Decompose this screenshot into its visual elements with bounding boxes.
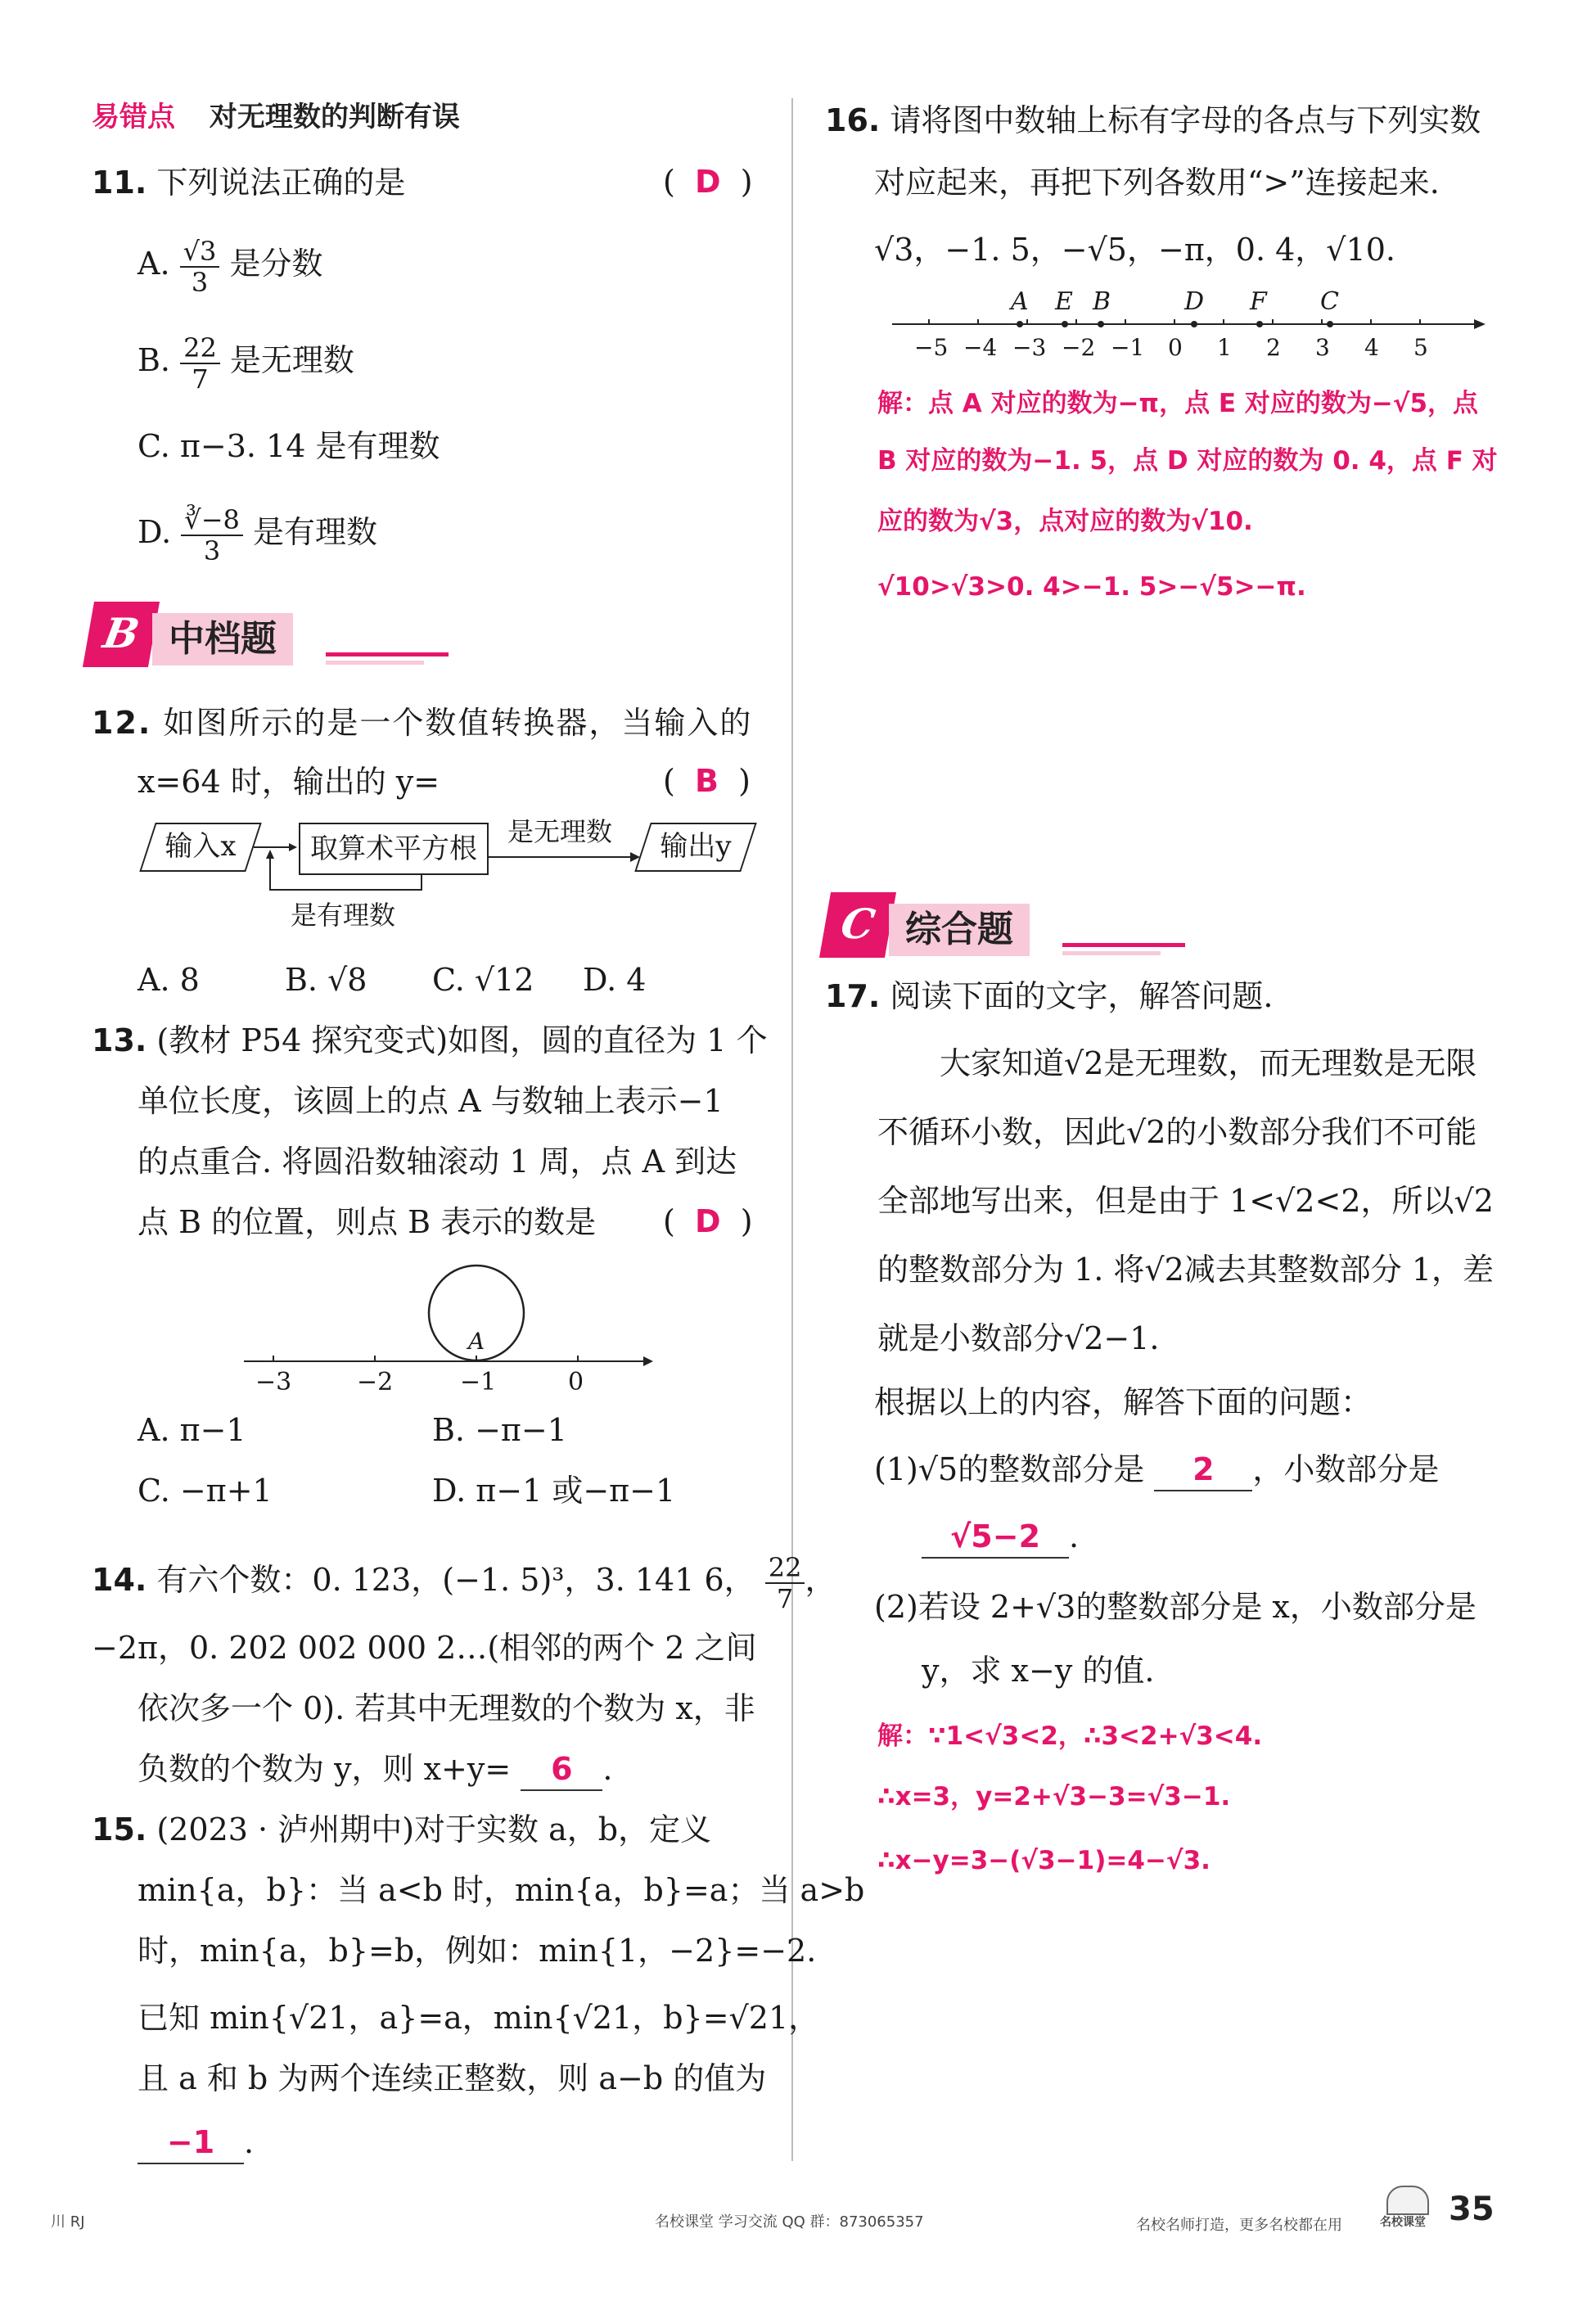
q13-line3: 的点重合. 将圆沿数轴滚动 1 周，点 A 到达 bbox=[138, 1144, 737, 1180]
q16-tick-label: −4 bbox=[963, 334, 998, 361]
q13-line2: 单位长度，该圆上的点 A 与数轴上表示−1 bbox=[138, 1083, 724, 1119]
q11-answer-paren: ( D ) bbox=[663, 164, 753, 200]
q16-number: 16. bbox=[825, 102, 881, 138]
q16-tick-label: 1 bbox=[1217, 334, 1232, 361]
q13-option-c: C. −π+1 bbox=[138, 1473, 273, 1509]
q11-b-prefix: B. bbox=[138, 342, 171, 378]
q16-solution-3: 应的数为√3，点对应的数为√10. bbox=[877, 507, 1253, 536]
section-c-stripe bbox=[1062, 943, 1185, 947]
section-b-stripe bbox=[326, 652, 449, 656]
q13-answer: D bbox=[694, 1203, 721, 1239]
q11-text: 下列说法正确的是 bbox=[156, 165, 406, 201]
q13-option-b: B. −π−1 bbox=[432, 1412, 567, 1448]
q17-sub2-line1: (2)若设 2+√3的整数部分是 x，小数部分是 bbox=[874, 1589, 1477, 1625]
q13-number: 13. bbox=[92, 1022, 147, 1058]
q16-point-a: A bbox=[1011, 287, 1029, 316]
q11-number: 11. bbox=[92, 165, 147, 201]
q11-d-num: ∛−8 bbox=[181, 505, 243, 536]
error-prone-header bbox=[92, 97, 460, 138]
q13-number-line bbox=[237, 1261, 663, 1400]
q11-d-text: 是有理数 bbox=[252, 514, 377, 550]
footer-center: 名校课堂 学习交流 QQ 群：873065357 bbox=[655, 2213, 924, 2231]
q13-tick-label-2: −1 bbox=[460, 1368, 497, 1396]
q15-line2: min{a，b}：当 a<b 时，min{a，b}=a；当 a>b bbox=[138, 1872, 865, 1908]
q11-b-den: 7 bbox=[192, 363, 209, 395]
q16-tick-label: −5 bbox=[914, 334, 949, 361]
q11-b-num: 22 bbox=[180, 333, 220, 364]
q13-line4: 点 B 的位置，则点 B 表示的数是 bbox=[138, 1204, 597, 1240]
q15-line5: 且 a 和 b 为两个连续正整数，则 a−b 的值为 bbox=[138, 2060, 767, 2096]
q11-a-text: 是分数 bbox=[229, 246, 323, 282]
q11-a-num: √3 bbox=[180, 237, 220, 268]
q11-option-b bbox=[138, 327, 354, 394]
q16-line3: √3，−1. 5，−√5，−π，0. 4，√10. bbox=[874, 232, 1395, 268]
q17-sub1-answer-1: 2 bbox=[1192, 1451, 1215, 1487]
q16-text-1: 请将图中数轴上标有字母的各点与下列实数 bbox=[890, 102, 1481, 138]
section-b-badge: B bbox=[83, 602, 160, 667]
q17-para-2: 不循环小数，因此√2的小数部分我们不可能 bbox=[877, 1114, 1477, 1150]
q11-a-den: 3 bbox=[191, 266, 209, 298]
section-b-title: 中档题 bbox=[152, 613, 293, 665]
q17-para-4: 的整数部分为 1. 将√2减去其整数部分 1，差 bbox=[877, 1252, 1495, 1288]
section-b-header bbox=[88, 602, 367, 675]
q15-answer-blank bbox=[138, 2122, 244, 2164]
q12-line1 bbox=[92, 702, 752, 743]
q16-line2: 对应起来，再把下列各数用“>”连接起来. bbox=[874, 165, 1440, 201]
section-c-badge: C bbox=[819, 892, 896, 958]
header-title: 对无理数的判断有误 bbox=[209, 101, 460, 133]
q11-d-den: 3 bbox=[203, 535, 221, 566]
q17-para-1: 大家知道√2是无理数，而无理数是无限 bbox=[940, 1045, 1477, 1081]
q16-point-e: E bbox=[1055, 287, 1073, 316]
section-b-stripe-2 bbox=[326, 661, 424, 665]
q16-solution-2: B 对应的数为−1. 5，点 D 对应的数为 0. 4，点 F 对 bbox=[877, 446, 1498, 476]
q13-tick-label-0: −3 bbox=[255, 1368, 292, 1396]
q15-line3: 时，min{a，b}=b，例如：min{1，−2}=−2. bbox=[138, 1933, 817, 1969]
q12-answer: B bbox=[694, 763, 719, 799]
q15-line1 bbox=[92, 1809, 711, 1850]
q16-tick-label: 5 bbox=[1413, 334, 1428, 361]
q17-sub2-line2: y，求 x−y 的值. bbox=[922, 1653, 1155, 1689]
q15-line6 bbox=[138, 2122, 254, 2164]
q15-line4: 已知 min{√21，a}=a，min{√21，b}=√21， bbox=[138, 2000, 820, 2036]
q15-text-1: (2023 · 泸州期中)对于实数 a，b，定义 bbox=[156, 1811, 712, 1848]
q17-solution-1: 解：∵1<√3<2，∴3<2+√3<4. bbox=[877, 1721, 1263, 1751]
header-label: 易错点 bbox=[92, 101, 175, 133]
q14-frac-num: 22 bbox=[765, 1553, 805, 1584]
page-number: 35 bbox=[1449, 2190, 1495, 2228]
q17-sub1-blank-2 bbox=[922, 1516, 1069, 1559]
q11-d-fraction bbox=[181, 505, 243, 566]
q13-answer-paren: ( D ) bbox=[663, 1203, 753, 1239]
q17-sub1-line2 bbox=[922, 1516, 1079, 1559]
q14-comma: ， bbox=[805, 1562, 836, 1598]
q15-number: 15. bbox=[92, 1811, 147, 1848]
q11-a-fraction bbox=[180, 237, 220, 297]
q17-sub1-end: . bbox=[1069, 1518, 1080, 1554]
flow-input-label: 输入x bbox=[165, 830, 237, 863]
q14-line1 bbox=[92, 1547, 836, 1613]
q14-frac-den: 7 bbox=[776, 1582, 794, 1614]
q11-b-fraction bbox=[180, 333, 220, 394]
q12-number: 12. bbox=[92, 705, 152, 741]
q17-solution-2: ∴x=3，y=2+√3−3=√3−1. bbox=[877, 1782, 1231, 1811]
column-divider bbox=[791, 98, 793, 2161]
footer-left: 川 RJ bbox=[51, 2213, 85, 2231]
q16-number-line bbox=[888, 286, 1494, 368]
footer-right: 名校名师打造，更多名校都在用 bbox=[1136, 2217, 1342, 2234]
q16-point-f: F bbox=[1250, 287, 1267, 316]
q11-option-c: C. π−3. 14 是有理数 bbox=[138, 428, 440, 464]
q16-tick-label: −1 bbox=[1111, 334, 1145, 361]
q16-solution-1: 解：点 A 对应的数为−π，点 E 对应的数为−√5，点 bbox=[877, 389, 1479, 418]
q16-point-b: B bbox=[1093, 287, 1111, 316]
q14-text-1: 有六个数：0. 123，(−1. 5)³，3. 141 6， bbox=[156, 1562, 755, 1598]
q13-tick-label-1: −2 bbox=[357, 1368, 394, 1396]
q12-option-a: A. 8 bbox=[138, 962, 200, 998]
q11-a-prefix: A. bbox=[138, 246, 170, 282]
q13-figure bbox=[237, 1261, 663, 1400]
footer-logo-icon bbox=[1380, 2177, 1432, 2235]
q11-stem bbox=[92, 162, 405, 203]
q17-para-3: 全部地写出来，但是由于 1<√2<2，所以√2 bbox=[877, 1183, 1494, 1219]
q16-tick-label: 2 bbox=[1266, 334, 1281, 361]
q13-option-a: A. π−1 bbox=[138, 1412, 246, 1448]
q17-sub1-text-b: ，小数部分是 bbox=[1252, 1451, 1440, 1487]
q15-answer: −1 bbox=[166, 2124, 215, 2160]
q11-option-d bbox=[138, 499, 377, 566]
flow-irrational-label: 是无理数 bbox=[507, 816, 613, 847]
q13-line1 bbox=[92, 1020, 768, 1061]
section-c-title: 综合题 bbox=[889, 904, 1030, 956]
q17-sub1-answer-2: √5−2 bbox=[949, 1518, 1041, 1554]
q17-para-6: 根据以上的内容，解答下面的问题： bbox=[874, 1384, 1373, 1420]
logo-building bbox=[1386, 2186, 1429, 2215]
q13-point-a: A bbox=[468, 1328, 485, 1355]
q12-answer-paren: ( B ) bbox=[663, 763, 751, 799]
q17-para-5: 就是小数部分√2−1. bbox=[877, 1320, 1160, 1356]
q11-answer: D bbox=[694, 164, 721, 200]
q16-point-c: C bbox=[1320, 287, 1339, 316]
q14-answer-blank bbox=[521, 1748, 602, 1791]
q12-line2: x=64 时，输出的 y= bbox=[138, 764, 440, 800]
q14-number: 14. bbox=[92, 1562, 147, 1598]
flow-process: 取算术平方根 bbox=[299, 823, 489, 875]
q17-solution-3: ∴x−y=3−(√3−1)=4−√3. bbox=[877, 1846, 1211, 1875]
q17-number: 17. bbox=[825, 978, 881, 1014]
q14-text-4: 负数的个数为 y，则 x+y= bbox=[138, 1751, 512, 1787]
q16-tick-label: 4 bbox=[1364, 334, 1379, 361]
q13-text-1: (教材 P54 探究变式)如图，圆的直径为 1 个 bbox=[156, 1022, 768, 1058]
q16-tick-label: −3 bbox=[1012, 334, 1047, 361]
q12-flowchart bbox=[139, 816, 761, 937]
q14-line3: 依次多一个 0). 若其中无理数的个数为 x，非 bbox=[138, 1690, 755, 1726]
q17-sub1-text-a: (1)√5的整数部分是 bbox=[874, 1451, 1145, 1487]
q12-option-b: B. √8 bbox=[285, 962, 367, 998]
q17-sub1-blank-1 bbox=[1154, 1449, 1252, 1491]
q16-solution-4: √10>√3>0. 4>−1. 5>−√5>−π. bbox=[877, 572, 1306, 602]
flow-rational-label: 是有理数 bbox=[291, 900, 396, 931]
q15-end: . bbox=[244, 2124, 255, 2160]
q13-tick-label-3: 0 bbox=[568, 1368, 584, 1396]
q16-point-d: D bbox=[1184, 287, 1205, 316]
q12-text-1: 如图所示的是一个数值转换器，当输入的 bbox=[163, 705, 753, 741]
q11-option-a bbox=[138, 231, 322, 297]
q14-line4 bbox=[138, 1748, 612, 1791]
q14-line2: −2π，0. 202 002 000 2…(相邻的两个 2 之间 bbox=[92, 1630, 757, 1666]
q16-tick-label: 0 bbox=[1168, 334, 1183, 361]
section-c-stripe-2 bbox=[1062, 951, 1161, 955]
q17-sub1 bbox=[874, 1449, 1439, 1491]
q16-line1 bbox=[825, 100, 1481, 141]
q13-option-d: D. π−1 或−π−1 bbox=[432, 1473, 676, 1509]
q12-option-c: C. √12 bbox=[432, 962, 534, 998]
q16-tick-label: −2 bbox=[1062, 334, 1096, 361]
q11-b-text: 是无理数 bbox=[229, 342, 354, 378]
q14-answer: 6 bbox=[551, 1751, 573, 1787]
q17-text-1: 阅读下面的文字，解答问题. bbox=[890, 978, 1274, 1014]
q14-end: . bbox=[602, 1751, 613, 1787]
flow-output-label: 输出y bbox=[660, 830, 732, 863]
section-c-header bbox=[825, 892, 1103, 966]
q14-fraction bbox=[765, 1553, 805, 1613]
q11-d-prefix: D. bbox=[138, 514, 172, 550]
flow-arrows bbox=[139, 823, 761, 937]
logo-text: 名校课堂 bbox=[1380, 2216, 1426, 2229]
q17-line1 bbox=[825, 976, 1274, 1017]
q16-tick-label: 3 bbox=[1315, 334, 1330, 361]
q12-option-d: D. 4 bbox=[583, 962, 647, 998]
